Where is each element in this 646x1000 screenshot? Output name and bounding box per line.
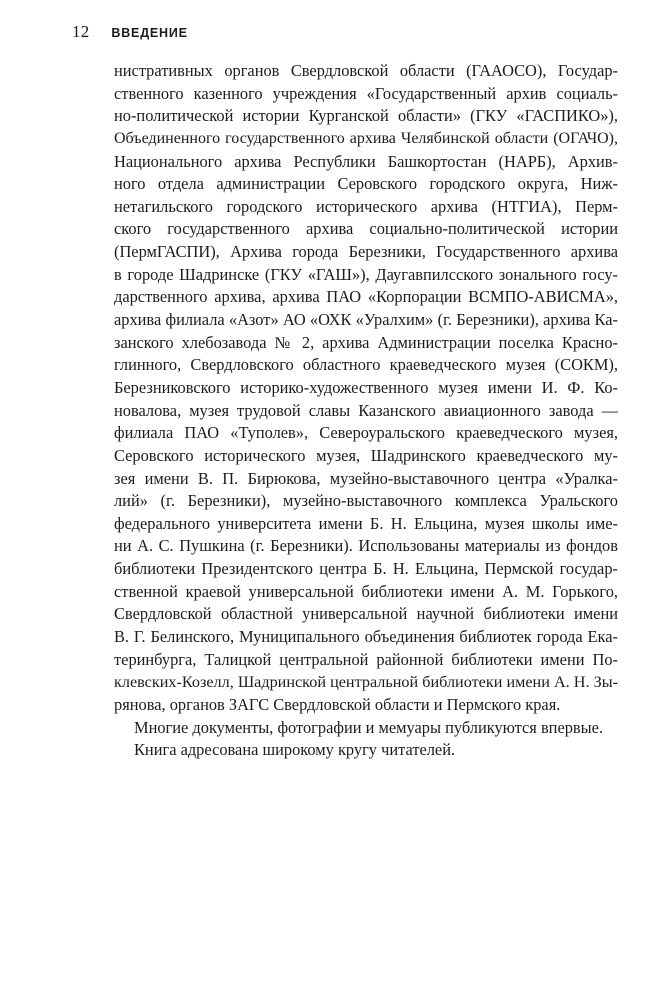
paragraph-line: Многие документы, фотографии и мемуары публикуются впервые. (134, 717, 604, 737)
text-line: (ПермГАСПИ), Архива города Березники, Государственного архива (114, 242, 618, 262)
paragraph-line: Книга адресована широкому кругу читателей. (134, 740, 456, 760)
text-line: филиала ПАО «Туполев», Североуральского краеведческого музея, (114, 423, 618, 443)
text-line: Серовского исторического музея, Шадринского краеведческого му- (114, 445, 618, 465)
text-line: Березниковского историко-художественного музея имени И. Ф. Ко- (114, 377, 618, 397)
text-line: в городе Шадринске (ГКУ «ГАШ»), Даугавпилсского зонального госу- (114, 264, 618, 284)
text-line: ни А. С. Пушкина (г. Березники). Использованы материалы из фондов (114, 536, 618, 556)
text-line: ственного казенного учреждения «Государственный архив социаль- (114, 83, 618, 103)
text-line: но-политической истории Курганской области» (ГКУ «ГАСПИКО»), (114, 106, 618, 126)
text-line: нистративных органов Свердловской области (ГААОСО), Государ- (114, 61, 618, 80)
section-title: ВВЕДЕНИЕ (111, 26, 188, 40)
text-line: новалова, музея трудовой славы Казанского авиационного завода — (114, 400, 618, 420)
text-line: архива филиала «Азот» АО «ОХК «Уралхим» (г. Березники), архива Ка- (114, 310, 618, 330)
text-line: ского государственного архива социально-политической истории (114, 219, 618, 239)
text-line: Национального архива Республики Башкортостан (НАРБ), Архив- (114, 151, 618, 171)
text-line: Свердловской областной универсальной научной библиотеки имени (114, 604, 618, 624)
text-line: дарственного архива, архива ПАО «Корпорации ВСМПО-АВИСМА», (114, 287, 618, 307)
text-line: федерального университета имени Б. Н. Ельцина, музея школы име- (114, 513, 618, 533)
text-line: лий» (г. Березники), музейно-выставочного комплекса Уральского (114, 491, 618, 511)
text-line: клевских-Козелл, Шадринской центральной библиотеки имени А. Н. Зы- (114, 673, 618, 692)
text-line: В. Г. Белинского, Муниципального объединения библиотек города Ека- (114, 627, 618, 647)
text-line: теринбурга, Талицкой центральной районной библиотеки имени По- (114, 649, 618, 669)
text-line: глинного, Свердловского областного краеведческого музея (СОКМ), (114, 355, 618, 375)
text-line: ного отдела администрации Серовского городского округа, Ниж- (114, 174, 618, 194)
body-text (114, 60, 618, 762)
text-line: библиотеки Президентского центра Б. Н. Ельцина, Пермской государ- (114, 559, 618, 579)
text-line: занского хлебозавода № 2, архива Администрации поселка Красно- (114, 332, 618, 352)
page-number: 12 (72, 22, 90, 41)
paragraph-end-line: рянова, органов ЗАГС Свердловской области и Пермского края. (114, 694, 561, 714)
text-line: ственной краевой универсальной библиотеки имени А. М. Горького, (114, 581, 618, 601)
text-line: Объединенного государственного архива Челябинской области (ОГАЧО), (114, 129, 618, 147)
running-head (72, 22, 188, 42)
text-line: нетагильского городского исторического архива (НТГИА), Перм- (114, 196, 618, 216)
text-line: зея имени В. П. Бирюкова, музейно-выставочного центра «Уралка- (114, 468, 618, 488)
